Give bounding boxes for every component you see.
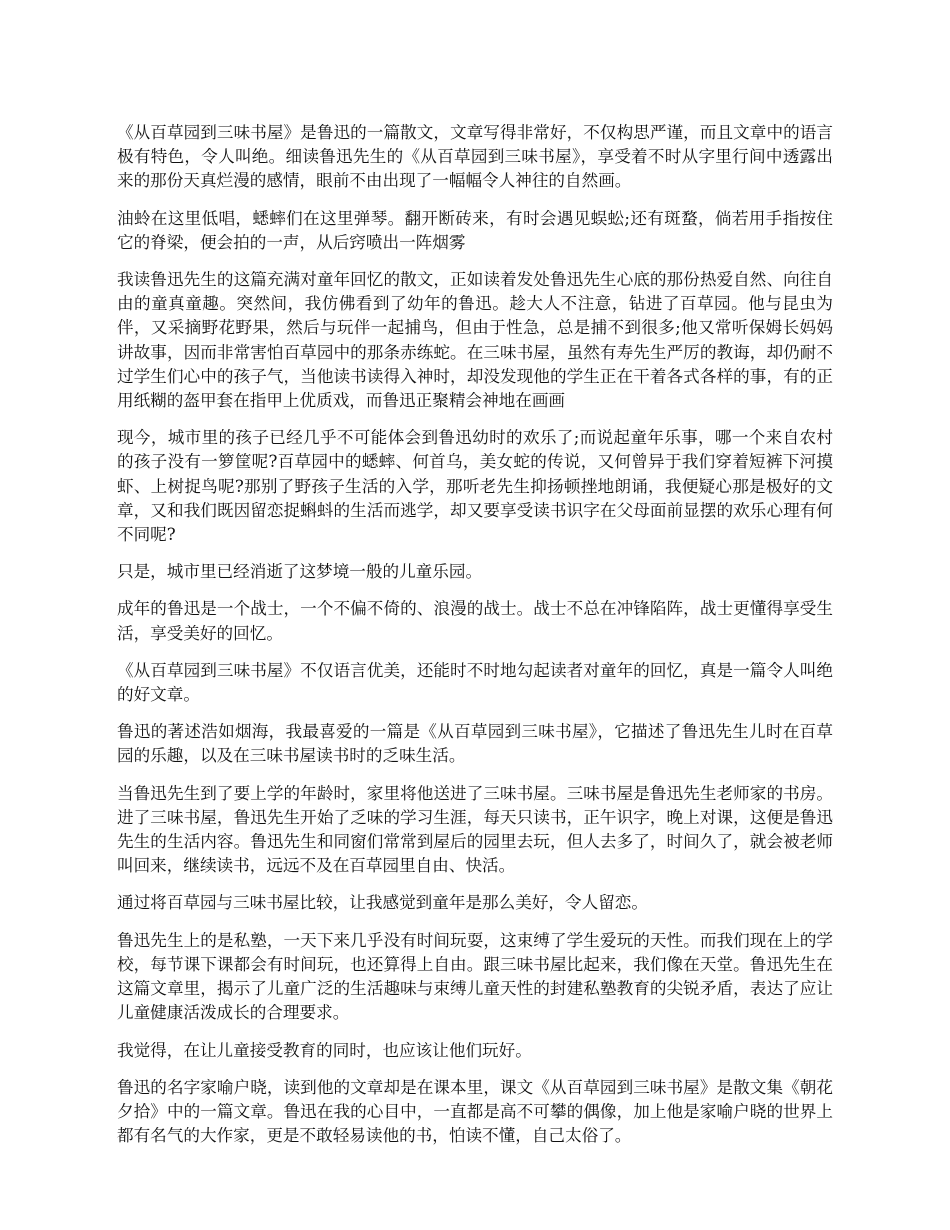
paragraph-4: 现今，城市里的孩子已经几乎不可能体会到鲁迅幼时的欢乐了;而说起童年乐事，哪一个来自农村的孩子没有一箩筐呢?百草园中的蟋蟀、何首乌，美女蛇的传说，又何曾异于我们穿着短裤下河摸虾、上树捉鸟呢?那别了野孩子生活的入学，那听老先生抑扬顿挫地朗诵，我便疑心那是极好的文章，又和我们既因留恋捉蝌蚪的生活而逃学，却又要享受读书识字在父母面前显摆的欢乐心理有何不同呢? — [117, 428, 833, 545]
paragraph-2: 油蛉在这里低唱，蟋蟀们在这里弹琴。翻开断砖来，有时会遇见蜈蚣;还有斑蝥，倘若用手指按住它的脊梁，便会拍的一声，从后窍喷出一阵烟雾 — [117, 208, 833, 252]
paragraph-12: 我觉得，在让儿童接受教育的同时，也应该让他们玩好。 — [117, 1040, 532, 1060]
paragraph-1: 《从百草园到三味书屋》是鲁迅的一篇散文，文章写得非常好，不仅构思严谨，而且文章中的语言极有特色，令人叫绝。细读鲁迅先生的《从百草园到三味书屋》，享受着不时从字里行间中透露出来的那份天真烂漫的感情，眼前不由出现了一幅幅令人神往的自然画。 — [117, 123, 833, 191]
paragraph-6: 成年的鲁迅是一个战士，一个不偏不倚的、浪漫的战士。战士不总在冲锋陷阵，战士更懂得享受生活，享受美好的回忆。 — [117, 599, 833, 643]
paragraph-13: 鲁迅的名字家喻户晓，读到他的文章却是在课本里，课文《从百草园到三味书屋》是散文集《朝花夕拾》中的一篇文章。鲁迅在我的心目中，一直都是高不可攀的偶像，加上他是家喻户晓的世界上都有名气的大作家，更是不敢轻易读他的书，怕读不懂，自己太俗了。 — [117, 1077, 833, 1146]
paragraph-3: 我读鲁迅先生的这篇充满对童年回忆的散文，正如读着发处鲁迅先生心底的那份热爱自然、向往自由的童真童趣。突然间，我仿佛看到了幼年的鲁迅。趁大人不注意，钻进了百草园。他与昆虫为伴，又采摘野花野果，然后与玩伴一起捕鸟，但由于性急，总是捕不到很多;他又常听保姆长妈妈讲故事，因而非常害怕百草园中的那条赤练蛇。在三味书屋，虽然有寿先生严厉的教诲，却仍耐不过学生们心中的孩子气，当他读书读得入神时，却没发现他的学生正在干着各式各样的事，有的正用纸糊的盔甲套在指甲上优质戏，而鲁迅正聚精会神地在画画 — [117, 270, 833, 411]
paragraph-10: 通过将百草园与三味书屋比较，让我感觉到童年是那么美好，令人留恋。 — [117, 893, 648, 913]
paragraph-11: 鲁迅先生上的是私塾，一天下来几乎没有时间玩耍，这束缚了学生爱玩的天性。而我们现在上的学校，每节课下课都会有时间玩，也还算得上自由。跟三味书屋比起来，我们像在天堂。鲁迅先生在这篇文章里，揭示了儿童广泛的生活趣味与束缚儿童天性的封建私塾教育的尖锐矛盾，表达了应让儿童健康活泼成长的合理要求。 — [117, 930, 833, 1023]
document-body — [117, 121, 833, 1161]
paragraph-8: 鲁迅的著述浩如烟海，我最喜爱的一篇是《从百草园到三味书屋》，它描述了鲁迅先生儿时在百草园的乐趣，以及在三味书屋读书时的乏味生活。 — [117, 722, 833, 766]
paragraph-7: 《从百草园到三味书屋》不仅语言优美，还能时不时地勾起读者对童年的回忆，真是一篇令人叫绝的好文章。 — [117, 660, 833, 705]
paragraph-9: 当鲁迅先生到了要上学的年龄时，家里将他送进了三味书屋。三味书屋是鲁迅先生老师家的书房。进了三味书屋，鲁迅先生开始了乏味的学习生涯，每天只读书，正午识字，晚上对课，这便是鲁迅先生的生活内容。鲁迅先生和同窗们常常到屋后的园里去玩，但人去多了，时间久了，就会被老师叫回来，继续读书，远远不及在百草园里自由、快活。 — [117, 783, 833, 876]
paragraph-5: 只是，城市里已经消逝了这梦境一般的儿童乐园。 — [117, 562, 483, 582]
